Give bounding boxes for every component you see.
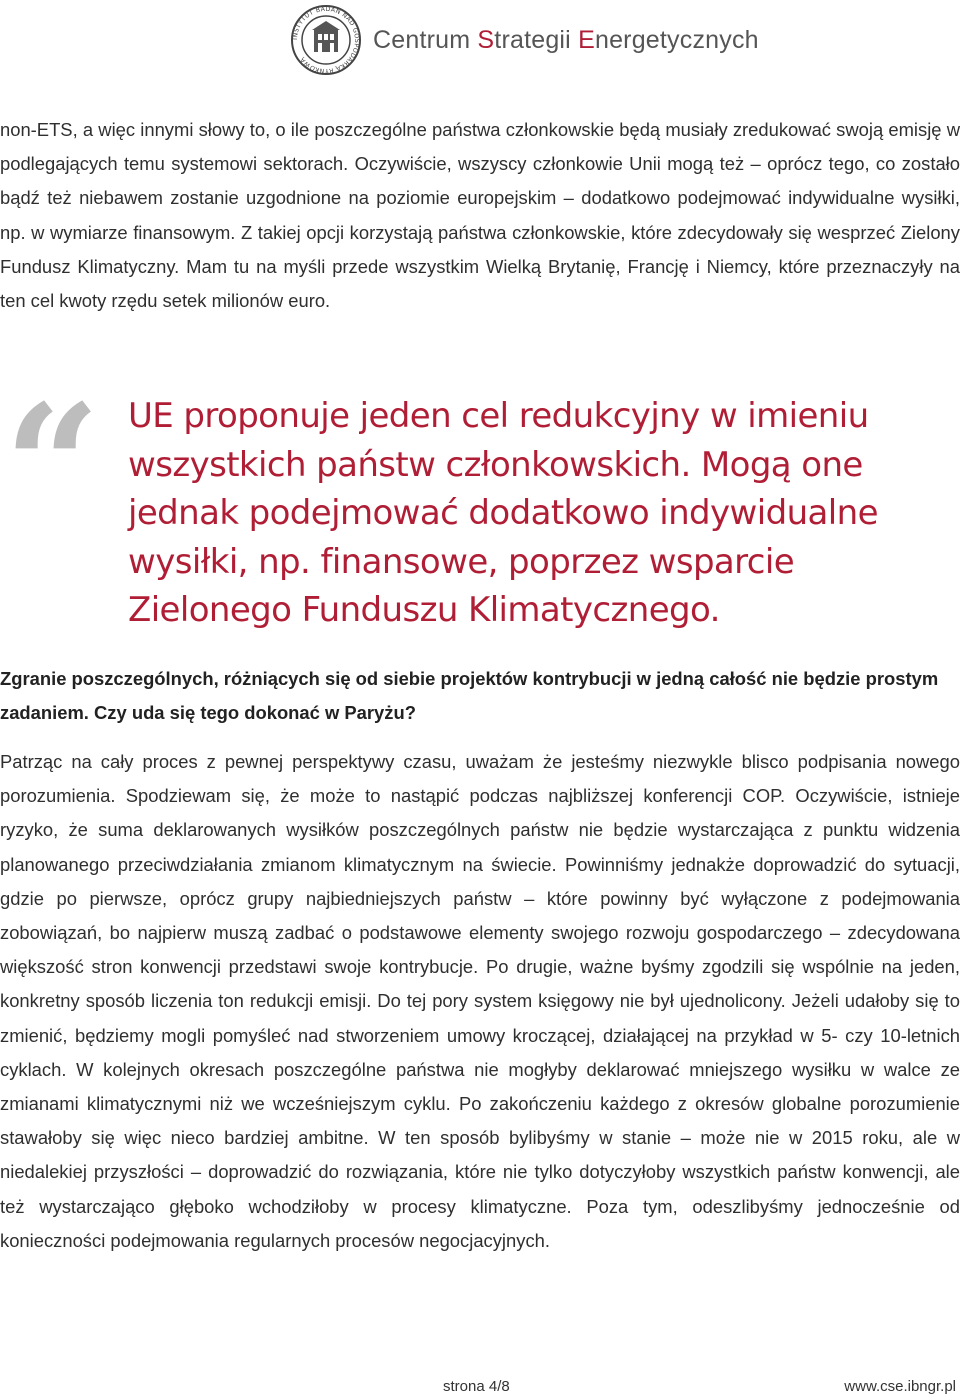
- website-link[interactable]: www.cse.ibngr.pl: [844, 1378, 956, 1395]
- brand-name: Centrum Strategii Energetycznych: [373, 26, 759, 54]
- institute-seal-logo: [290, 4, 362, 76]
- svg-text:INSTYTUT BADAŃ NAD GOSPODARKĄ: INSTYTUT BADAŃ NAD GOSPODARKĄ RYNKOWĄ: [291, 5, 361, 75]
- quote-mark-icon: “: [4, 367, 101, 565]
- page-header: [0, 0, 960, 95]
- body-paragraph-1: non-ETS, a więc innymi słowy to, o ile poszczególne państwa członkowskie będą musiały zredukować swoją emisję w podlegających temu systemowi sektorach. Oczywiście, wszyscy członkowie Unii mogą też – oprócz tego, co zostało bądź też niebawem zostanie uzgodnione na poziomie europejskim – dodatkowo podejmować indywidualne wysiłki, np. w wymiarze finansowym. Z takiej opcji korzystają państwa członkowskie, które zdecydowały się wesprzeć Zielony Fundusz Klimatyczny. Mam tu na myśli przede wszystkim Wielką Brytanię, Francję i Niemcy, które przeznaczyły na ten cel kwoty rzędu setek milionów euro.: [0, 119, 960, 312]
- body-paragraph-2: Patrząc na cały proces z pewnej perspektywy czasu, uważam że jesteśmy niezwykle blisco podpisania nowego porozumienia. Spodziewam się, że może to nastąpić podczas najbliższej konferencji COP. Oczywiście, istnieje ryzyko, że suma deklarowanych wysiłków poszczególnych państw nie będzie wystarczająca z punktu widzenia planowanego przeciwdziałania zmianom klimatycznym na świecie. Powinniśmy jednakże doprowadzić do sytuacji, gdzie po pierwsze, oprócz grupy najbiedniejszych państw – które powinny być wyłączone z podejmowania zobowiązań, bo najpierw muszą zadbać o podstawowe elementy swojego rozwoju gospodarczego – zdecydowana większość stron konwencji przedstawi swoje kontrybucje. Po drugie, ważne byśmy zgodzili się wspólnie na jeden, konkretny sposób liczenia ton redukcji emisji. Do tej pory system księgowy nie był ujednolicony. Jeżeli udałoby się to zmienić, będziemy mogli pomyśleć nad stworzeniem umowy kroczącej, działającej na przykład w 5- czy 10-letnich cyklach. W kolejnych okresach poszczególne państwa nie mogłyby deklarować mniejszego wysiłku w walce ze zmianami klimatycznymi niż we wcześniejszym cyklu. Po zakończeniu każdego z okresów globalne porozumienie stawałoby się więc nieco bardziej ambitne. W ten sposób bylibyśmy w stanie – może nie w 2015 roku, ale w niedalekiej przyszłości – doprowadzić do rozwiązania, które nie tylko dotyczyłoby wszystkich państw konwencji, ale też wystarczająco głęboko wchodziłoby w procesy klimatyczne. Poza tym, odeszlibyśmy jednocześnie od konieczności podejmowania regularnych procesów negocjacyjnych.: [0, 751, 960, 1251]
- page-number: strona 4/8: [443, 1378, 510, 1395]
- pull-quote: UE proponuje jeden cel redukcyjny w imieniu wszystkich państw członkowskich. Mogą one jednak podejmować dodatkowo indywidualne wysiłki, np. finansowe, poprzez wsparcie Zielonego Funduszu Klimatycznego.: [128, 396, 878, 631]
- interview-question: Zgranie poszczególnych, różniących się od siebie projektów kontrybucji w jedną całość nie będzie prostym zadaniem. Czy uda się tego dokonać w Paryżu?: [0, 668, 939, 723]
